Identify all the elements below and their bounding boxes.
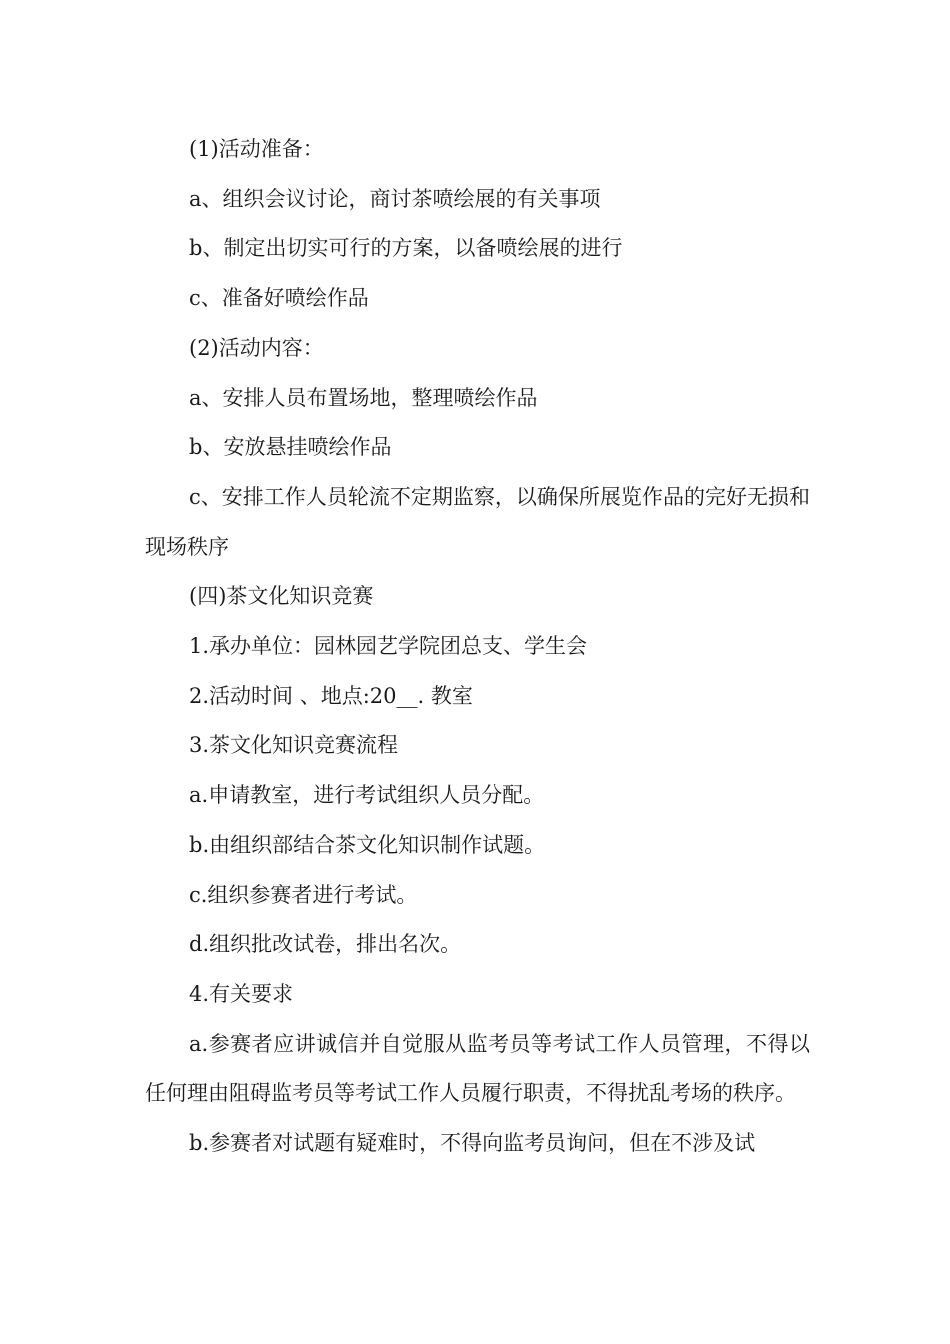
paragraph-requirements-heading: 4.有关要求 xyxy=(189,981,294,1006)
section-heading-tea-quiz: (四)茶文化知识竞赛 xyxy=(189,584,374,609)
paragraph-quiz-process-heading: 3.茶文化知识竞赛流程 xyxy=(189,733,399,758)
paragraph-content-item-a: a、安排人员布置场地，整理喷绘作品 xyxy=(189,385,538,410)
paragraph-process-item-d: d.组织批改试卷，排出名次。 xyxy=(189,932,462,957)
paragraph-time-place: 2.活动时间 、地点:20__. 教室 xyxy=(189,683,473,708)
paragraph-prep-item-b: b、制定出切实可行的方案，以备喷绘展的进行 xyxy=(189,236,623,261)
paragraph-process-item-a: a.申请教室，进行考试组织人员分配。 xyxy=(189,783,545,808)
paragraph-activity-content-heading: (2)活动内容： xyxy=(189,335,324,360)
paragraph-requirement-a: a.参赛者应讲诚信并自觉服从监考员等考试工作人员管理，不得以任何理由阻碍监考员等考试工作人员履行职责，不得扰乱考场的秩序。 xyxy=(145,1031,810,1106)
paragraph-prep-item-c: c、准备好喷绘作品 xyxy=(189,286,369,311)
paragraph-organizer: 1.承办单位：园林园艺学院团总支、学生会 xyxy=(189,634,588,659)
paragraph-requirement-b: b.参赛者对试题有疑难时，不得向监考员询问，但在不涉及试 xyxy=(189,1131,756,1156)
paragraph-process-item-b: b.由组织部结合茶文化知识制作试题。 xyxy=(189,832,546,857)
paragraph-process-item-c: c.组织参赛者进行考试。 xyxy=(189,882,418,907)
paragraph-prep-item-a: a、组织会议讨论，商讨茶喷绘展的有关事项 xyxy=(189,186,601,211)
paragraph-content-item-b: b、安放悬挂喷绘作品 xyxy=(189,435,392,460)
paragraph-activity-preparation-heading: (1)活动准备： xyxy=(189,137,324,161)
paragraph-content-item-c: c、安排工作人员轮流不定期监察，以确保所展览作品的完好无损和现场秩序 xyxy=(145,484,810,559)
document-body xyxy=(145,125,810,1169)
